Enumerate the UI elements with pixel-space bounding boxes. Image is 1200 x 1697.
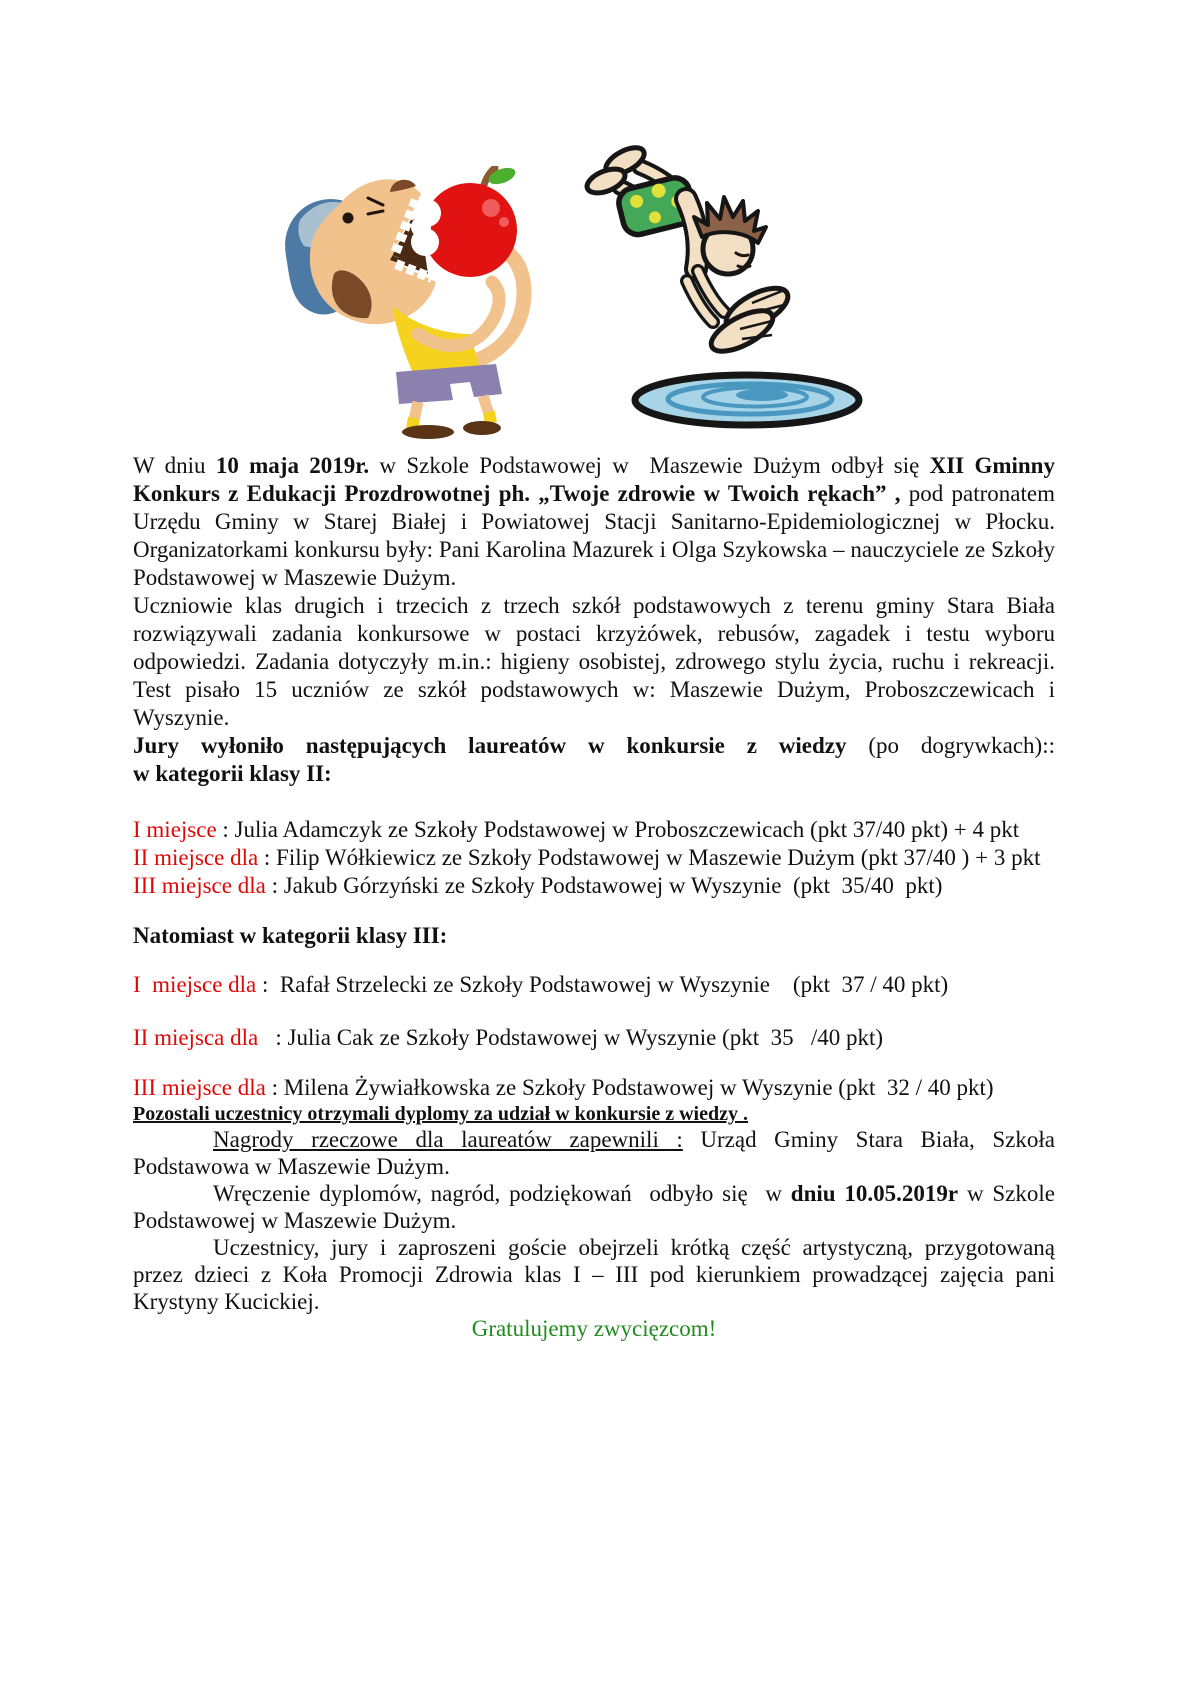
ceremony-run-1: Wręczenie dyplomów, nagród, podziękowań odbyło się w (213, 1181, 791, 1206)
prizes-rest: Urząd Gminy Stara Biała, Szkoła Podstawowa w Maszewie Dużym. (133, 1127, 1061, 1179)
contest-title-bold: XII Gminny Konkurs z Edukacji Prozdrowotnej ph. „Twoje zdrowie w Twoich rękach” , (133, 453, 1061, 506)
date-bold: 10 maja 2019r. (215, 453, 370, 478)
jury-announcement (133, 732, 1055, 760)
winner-ii-3 (133, 872, 1055, 900)
boy-eating-apple-illustration (278, 166, 533, 441)
boy-eating-apple-icon (285, 166, 524, 439)
diplomas-note: Pozostali uczestnicy otrzymali dyplomy za udział w konkursie z wiedzy . (133, 1103, 748, 1125)
place-label: II miejsce dla (133, 845, 259, 870)
place-label: III miejsce dla (133, 873, 266, 898)
intro-run-1: W dniu (133, 453, 216, 478)
place-label: III miejsce dla (133, 1075, 266, 1100)
ceremony-paragraph (133, 1180, 1061, 1234)
ceremony-run-3: w Szkole Podstawowej w Maszewie Dużym. (133, 1181, 1061, 1233)
prizes-underlined: Nagrody rzeczowe dla laureatów zapewnili : (213, 1127, 683, 1152)
diver-into-pool-illustration (540, 145, 870, 435)
jury-normal: (po dogrywkach):: (846, 733, 1055, 758)
jury-bold: Jury wyłoniło następujących laureatów w konkursie z wiedzy (133, 733, 847, 758)
participants-paragraph: Uczniowie klas drugich i trzecich z trzech szkół podstawowych z terenu gminy Stara Biała rozwiązywali zadania konkursowe w postaci krzyżówek, rebusów, zagadek i testu wyboru odpowiedzi. Zadania dotyczyły m.in.: higieny osobistej, zdrowego stylu życia, ruchu i rekreacji. Test pisało 15 uczniów ze szkół podstawowych w: Maszewie Dużym, Proboszczewicach i Wyszynie. (133, 593, 1061, 730)
winner-details: : Julia Adamczyk ze Szkoły Podstawowej w Proboszczewicach (pkt 37/40 pkt) + 4 pkt (216, 817, 1020, 842)
winner-details: : Rafał Strzelecki ze Szkoły Podstawowej w Wyszynie (pkt 37 / 40 pkt) (256, 972, 949, 997)
winner-iii-3 (133, 1074, 1055, 1102)
document-body (133, 452, 1061, 1343)
winner-ii-1 (133, 816, 1055, 844)
congratulations-line: Gratulujemy zwycięzcom! (471, 1316, 717, 1341)
artistic-paragraph: Uczestnicy, jury i zaproszeni goście obejrzeli krótką część artystyczną, przygotowaną przez dzieci z Koła Promocji Zdrowia klas I – III pod kierunkiem prowadzącej zajęcia pani Krystyny Kucickiej. (133, 1235, 1061, 1314)
winner-details: : Milena Żywiałkowska ze Szkoły Podstawowej w Wyszynie (pkt 32 / 40 pkt) (265, 1075, 994, 1100)
category-ii-heading: w kategorii klasy II: (133, 761, 332, 786)
place-label: II miejsca dla (133, 1025, 259, 1050)
diver-icon (584, 145, 859, 425)
apple-icon (411, 166, 518, 277)
winner-ii-2 (133, 844, 1055, 872)
intro-run-5: pod patronatem Urzędu Gminy w Starej Białej i Powiatowej Stacji Sanitarno-Epidemiologicznej w Płocku. Organizatorkami konkursu były: Pani Karolina Mazurek i Olga Szykowska – nauczyciele ze Szkoły Podstawowej w Maszewie Dużym. (133, 481, 1061, 590)
winner-details: : Filip Wółkiewicz ze Szkoły Podstawowej w Maszewie Dużym (pkt 37/40 ) + 3 pkt (258, 845, 1041, 870)
intro-run-3: w Szkole Podstawowej w Maszewie Dużym odbył się (369, 453, 930, 478)
intro-paragraph (133, 452, 1061, 592)
place-label: I miejsce dla (133, 972, 257, 997)
ceremony-date-bold: dniu 10.05.2019r (790, 1181, 959, 1206)
winner-iii-1 (133, 971, 1055, 999)
winner-details: : Julia Cak ze Szkoły Podstawowej w Wyszynie (pkt 35 /40 pkt) (258, 1025, 884, 1050)
place-label: I miejsce (133, 817, 217, 842)
winner-details: : Jakub Górzyński ze Szkoły Podstawowej w Wyszynie (pkt 35/40 pkt) (265, 873, 943, 898)
winner-iii-2 (133, 1024, 1055, 1052)
prizes-paragraph (133, 1126, 1061, 1180)
category-iii-heading: Natomiast w kategorii klasy III: (133, 923, 448, 948)
